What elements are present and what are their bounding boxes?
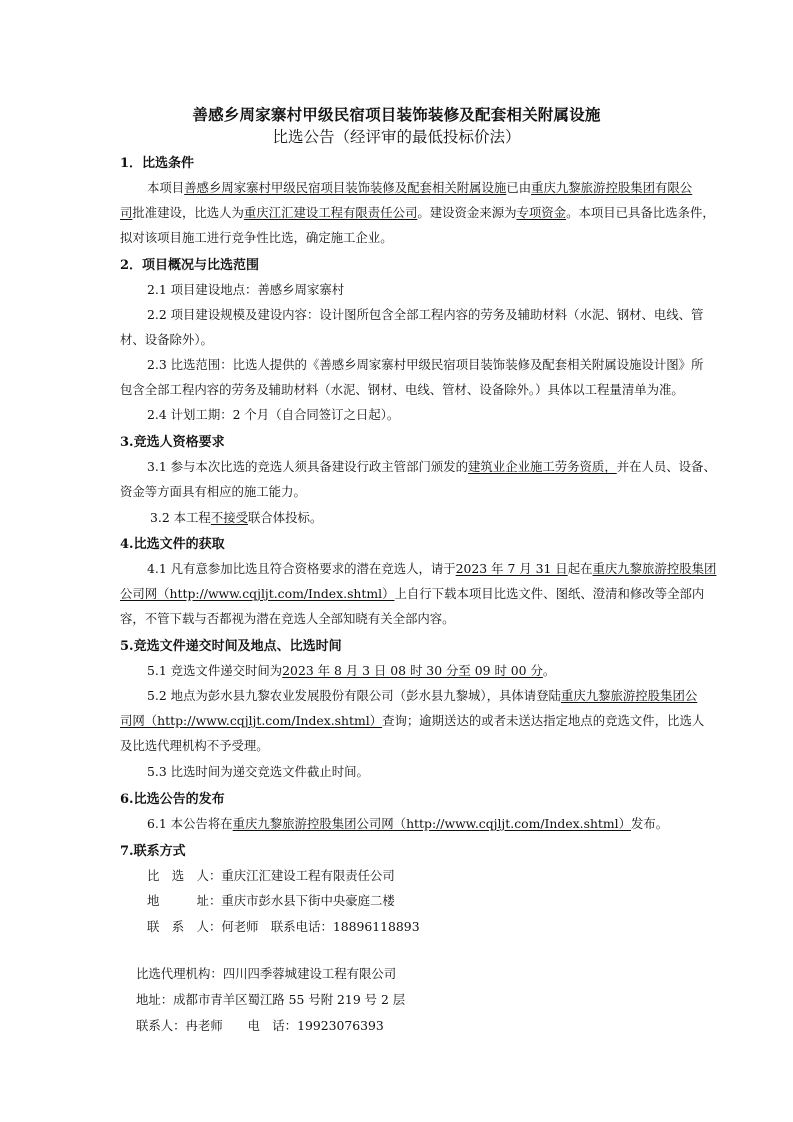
section-2-item-3: 2.3 比选范围：比选人提供的《善感乡周家寨村甲级民宿项目装饰装修及配套相关附属设施设计图》所 (147, 357, 704, 372)
section-3-item-1-cont: 资金等方面具有相应的施工能力。 (120, 484, 306, 499)
document-subtitle: 比选公告（经评审的最低投标价法） (272, 128, 521, 146)
section-2-item-1: 2.1 项目建设地点：善感乡周家寨村 (147, 282, 345, 297)
section-2-item-2: 2.2 项目建设规模及建设内容：设计图所包含全部工程内容的劳务及辅助材料（水泥、钢材、电线、管 (147, 307, 704, 322)
document-title: 善感乡周家寨村甲级民宿项目装饰装修及配套相关附属设施 (192, 105, 601, 124)
section-1-line-2: 司批准建设，比选人为重庆江汇建设工程有限责任公司。建设资金来源为专项资金。本项目已具备比选条件， (120, 205, 715, 220)
section-5-item-2-cont: 司网（http://www.cqjljt.com/Index.shtml）查询；逾期送达的或者未送达指定地点的竞选文件，比选人 (120, 713, 705, 728)
section-1-heading: 1．比选条件 (120, 156, 195, 171)
section-3-item-2: 3.2 本工程不接受联合体投标。 (150, 510, 323, 525)
section-2-heading: 2．项目概况与比选范围 (120, 258, 260, 273)
section-2-item-4: 2.4 计划工期：2 个月（自合同签订之日起）。 (147, 407, 400, 422)
section-3-item-1: 3.1 参与本次比选的竞选人须具备建设行政主管部门颁发的建筑业企业施工劳务资质，并在人员、设备、 (147, 459, 716, 474)
website-link: 司网（http://www.cqjljt.com/Index.shtml） (120, 713, 383, 728)
section-4-line-1: 4.1 凡有意参加比选且符合资格要求的潜在竞选人，请于2023 年 7 月 31 日起在重庆九黎旅游控股集团 (147, 561, 717, 576)
agent-name: 比选代理机构：四川四季蓉城建设工程有限公司 (136, 966, 397, 981)
section-1-line-1: 本项目善感乡周家寨村甲级民宿项目装饰装修及配套相关附属设施已由重庆九黎旅游控股集团有限公 (147, 180, 693, 195)
section-4-line-3: 容，不管下载与否都视为潜在竞选人全部知晓有关全部内容。 (120, 611, 455, 626)
website-link: 公司网（http://www.cqjljt.com/Index.shtml） (120, 586, 395, 601)
contact-person: 联 系 人：何老师 联系电话：18896118893 (147, 919, 420, 934)
section-2-item-2-cont: 材、设备除外）。 (120, 332, 213, 347)
section-2-item-3-cont: 包含全部工程内容的劳务及辅助材料（水泥、钢材、电线、管材、设备除外。）具体以工程量清单为准。 (120, 382, 684, 397)
agent-contact: 联系人：冉老师 电 话：19923076393 (136, 1018, 384, 1033)
website-link: 重庆九黎旅游控股集团公司网（http://www.cqjljt.com/Index.shtml） (232, 816, 632, 831)
section-5-item-2-cont2: 及比选代理机构不予受理。 (120, 738, 269, 753)
section-6-item-1: 6.1 本公告将在重庆九黎旅游控股集团公司网（http://www.cqjljt.com/Index.shtml）发布。 (147, 816, 669, 831)
contact-address: 地 址：重庆市彭水县下街中央豪庭二楼 (147, 893, 395, 908)
section-7-heading: 7.联系方式 (120, 844, 186, 859)
section-3-heading: 3.竞选人资格要求 (120, 435, 225, 450)
section-5-heading: 5.竞选文件递交时间及地点、比选时间 (120, 639, 342, 654)
section-6-heading: 6.比选公告的发布 (120, 792, 225, 807)
section-1-line-3: 拟对该项目施工进行竞争性比选，确定施工企业。 (120, 230, 393, 245)
section-4-heading: 4.比选文件的获取 (120, 537, 225, 552)
section-5-item-1: 5.1 竞选文件递交时间为2023 年 8 月 3 日 08 时 30 分至 09 时 00 分。 (147, 663, 556, 678)
section-5-item-2: 5.2 地点为彭水县九黎农业发展股份有限公司（彭水县九黎城），具体请登陆重庆九黎旅游控股集团公 (147, 688, 698, 703)
section-5-item-3: 5.3 比选时间为递交竞选文件截止时间。 (147, 764, 369, 779)
contact-bidder: 比 选 人：重庆江汇建设工程有限责任公司 (147, 868, 395, 883)
agent-address: 地址：成都市青羊区蜀江路 55 号附 219 号 2 层 (136, 992, 406, 1007)
section-4-line-2: 公司网（http://www.cqjljt.com/Index.shtml）上自行下载本项目比选文件、图纸、澄清和修改等全部内 (120, 586, 705, 601)
